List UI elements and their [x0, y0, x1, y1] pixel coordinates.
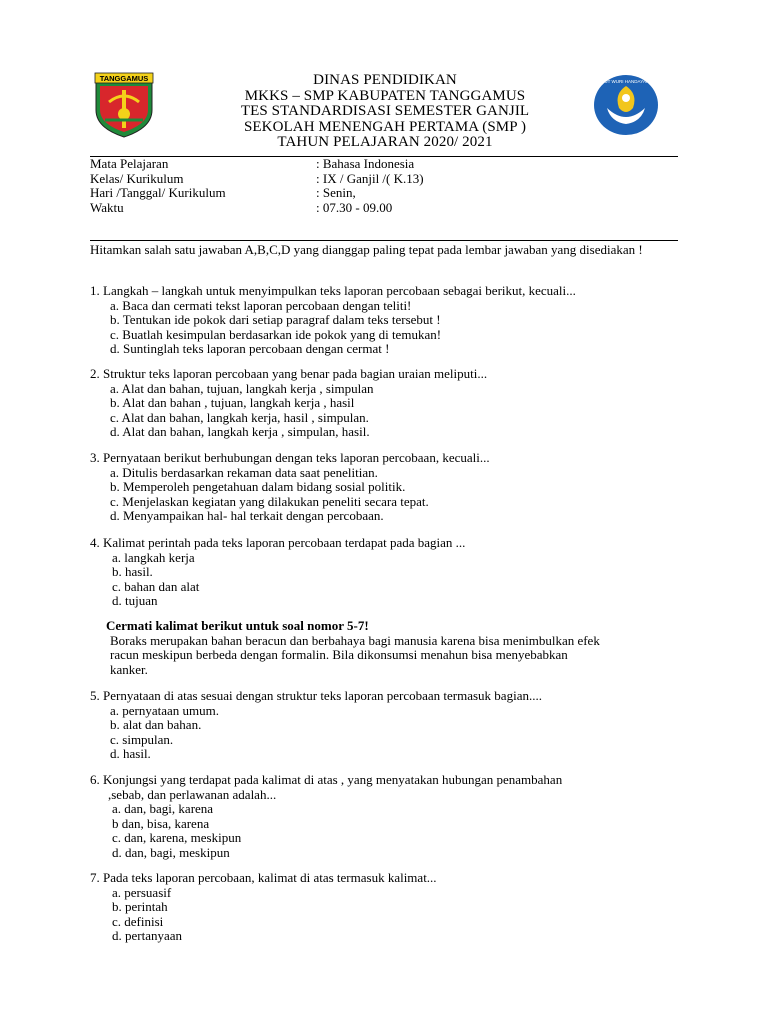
answer-option: a. dan, bagi, karena [112, 801, 214, 816]
info-label: Kelas/ Kurikulum [90, 170, 184, 186]
answer-option: d. Suntinglah teks laporan percobaan dengan cermat ! [110, 341, 390, 356]
exam-header [180, 73, 590, 151]
tanggamus-logo [93, 72, 155, 138]
passage-line: kanker. [110, 661, 148, 677]
answer-option: b. alat dan bahan. [110, 717, 202, 732]
answer-option: d. Alat dan bahan, langkah kerja , simpulan, hasil. [110, 424, 370, 439]
passage-line: Boraks merupakan bahan beracun dan berbahaya bagi manusia karena bisa menimbulkan efek [110, 632, 600, 648]
passage-title: Cermati kalimat berikut untuk soal nomor 5-7! [106, 618, 369, 633]
instruction-text: Hitamkan salah satu jawaban A,B,C,D yang dianggap paling tepat pada lembar jawaban yang disediakan ! [90, 242, 643, 257]
info-label: Waktu [90, 199, 124, 215]
question-stem: 7. Pada teks laporan percobaan, kalimat di atas termasuk kalimat... [90, 870, 437, 885]
question-stem: 5. Pernyataan di atas sesuai dengan struktur teks laporan percobaan termasuk bagian.... [90, 688, 542, 703]
answer-option: a. Ditulis berdasarkan rekaman data saat penelitian. [110, 464, 378, 480]
answer-option: a. pernyataan umum. [110, 702, 220, 718]
shield-icon [93, 72, 155, 138]
info-label: Mata Pelajaran [90, 156, 169, 171]
passage-line: racun meskipun berbeda dengan formalin. Bila dikonsumsi menahun bisa menyebabkan [110, 647, 568, 662]
header-line-5: TAHUN PELAJARAN 2020/ 2021 [277, 134, 493, 151]
answer-option: d. hasil. [110, 746, 151, 761]
question-stem: 2. Struktur teks laporan percobaan yang benar pada bagian uraian meliputi... [90, 366, 488, 381]
answer-option: c. dan, karena, meskipun [112, 830, 242, 845]
answer-option: b. Tentukan ide pokok dari setiap paragraf dalam teks tersebut ! [110, 312, 441, 327]
info-value: : IX / Ganjil /( K.13) [316, 170, 424, 186]
question-5 [90, 689, 690, 762]
header-line-3: TES STANDARDISASI SEMESTER GANJIL [240, 103, 530, 120]
question-2 [90, 367, 690, 440]
answer-option: b. Alat dan bahan , tujuan, langkah kerja , hasil [110, 395, 355, 410]
answer-option: b. perintah [112, 899, 168, 914]
answer-option: b. hasil. [112, 564, 153, 579]
header-line-1: DINAS PENDIDIKAN [313, 72, 457, 88]
question-stem-continued: ,sebab, dan perlawanan adalah... [108, 786, 277, 802]
question-stem: 3. Pernyataan berikut berhubungan dengan teks laporan percobaan, kecuali... [90, 450, 490, 465]
question-stem: 6. Konjungsi yang terdapat pada kalimat di atas , yang menyatakan hubungan penambahan [90, 772, 563, 787]
answer-option: a. Baca dan cermati tekst laporan percobaan dengan teliti! [110, 297, 412, 313]
answer-option: d. dan, bagi, meskipun [112, 844, 230, 860]
question-3 [90, 451, 690, 524]
reading-passage [106, 619, 706, 677]
info-value: : Bahasa Indonesia [316, 156, 415, 171]
question-7 [90, 871, 690, 944]
question-stem: 4. Kalimat perintah pada teks laporan percobaan terdapat pada bagian ... [90, 535, 466, 550]
answer-option: a. langkah kerja [112, 549, 195, 565]
answer-option: d. Menyampaikan hal- hal terkait dengan percobaan. [110, 508, 384, 523]
answer-option: c. bahan dan alat [112, 578, 200, 594]
logo-left-text: TANGGAMUS [99, 74, 149, 83]
emblem-icon [593, 74, 659, 136]
info-value: : 07.30 - 09.00 [316, 199, 393, 215]
answer-option: a. persuasif [112, 884, 172, 900]
answer-option: c. Alat dan bahan, langkah kerja, hasil , simpulan. [110, 409, 369, 425]
answer-option: c. simpulan. [110, 731, 174, 747]
header-line-2: MKKS – SMP KABUPATEN TANGGAMUS [244, 87, 526, 104]
header-line-4: SEKOLAH MENENGAH PERTAMA (SMP ) [243, 118, 527, 135]
info-divider [90, 240, 678, 241]
answer-option: b dan, bisa, karena [112, 815, 210, 831]
question-1 [90, 284, 690, 357]
answer-option: c. definisi [112, 913, 164, 929]
answer-option: c. Buatlah kesimpulan berdasarkan ide pokok yang di temukan! [110, 326, 442, 342]
info-value: : Senin, [316, 185, 356, 200]
question-6 [90, 773, 690, 860]
info-label: Hari /Tanggal/ Kurikulum [90, 185, 226, 200]
tut-wuri-handayani-logo [593, 74, 659, 136]
answer-option: c. Menjelaskan kegiatan yang dilakukan peneliti secara tepat. [110, 493, 429, 509]
answer-option: b. Memperoleh pengetahuan dalam bidang sosial politik. [110, 479, 406, 494]
answer-option: d. tujuan [112, 593, 158, 608]
answer-option: a. Alat dan bahan, tujuan, langkah kerja , simpulan [110, 380, 374, 396]
question-stem: 1. Langkah – langkah untuk menyimpulkan teks laporan percobaan sebagai berikut, kecuali... [90, 283, 576, 298]
question-4 [90, 536, 690, 609]
answer-option: d. pertanyaan [112, 928, 183, 943]
logo-right-text: TUT WURI HANDAYANI [601, 79, 651, 84]
